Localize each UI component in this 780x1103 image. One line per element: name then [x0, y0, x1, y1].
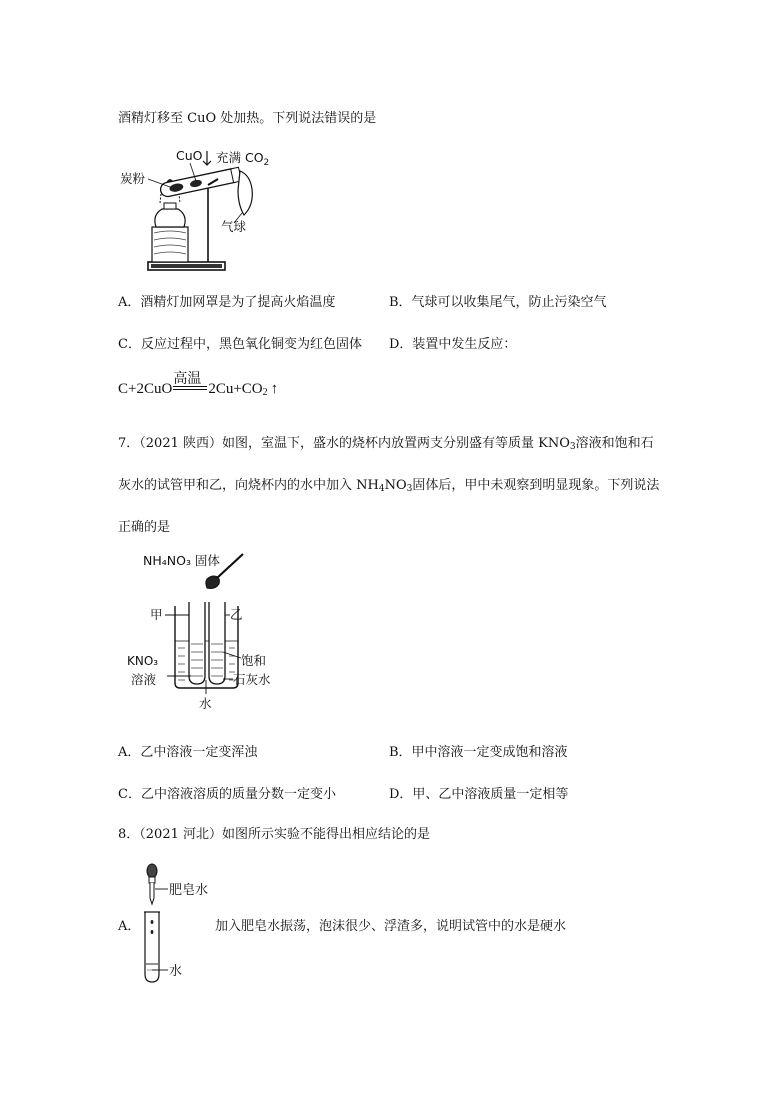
intro-line: 酒精灯移至 CuO 处加热。下列说法错误的是: [118, 111, 377, 126]
q6-option-d: D．装置中发生反应：: [389, 337, 517, 352]
label-balloon: 气球: [221, 219, 247, 234]
test-tube-jia: [189, 602, 205, 684]
label-fill-co2: 充满 $CO_2$: [216, 150, 270, 168]
figure-beaker-test-tubes: [125, 548, 295, 716]
label-cuo: CuO: [176, 148, 203, 163]
alcohol-lamp: [155, 209, 185, 227]
q7-stem-line1: 7．（2021 陕西）如图，室温下，盛水的烧杯内放置两支分别盛有等质量 $KNO_3$溶液和饱和石: [118, 436, 654, 452]
dropper-tube: [150, 883, 154, 904]
test-tube-yi: [209, 602, 225, 684]
q6-option-b: B．气球可以收集尾气，防止污染空气: [389, 295, 607, 310]
q6-option-c: C．反应过程中，黑色氧化铜变为红色固体: [118, 337, 362, 352]
equation-gas-arrow: ↑: [270, 381, 279, 397]
dropper-bulb: [147, 864, 157, 878]
equation-left: C+2CuO: [118, 381, 173, 397]
label-water: 水: [199, 696, 212, 711]
q7-option-b: B．甲中溶液一定变成饱和溶液: [389, 745, 568, 760]
q7-option-c: C．乙中溶液溶质的质量分数一定变小: [118, 787, 336, 802]
label-nh4no3-solid: NH₄NO₃ 固体: [143, 553, 220, 568]
label-jia: 甲: [150, 607, 163, 622]
q7-option-a: A．乙中溶液一定变浑浊: [118, 745, 258, 760]
label-limewater: 石灰水: [233, 672, 271, 687]
label-solution: 溶液: [131, 672, 157, 687]
balloon: [238, 171, 252, 215]
equation-right-sub: 2: [262, 387, 268, 398]
label-carbon: 炭粉: [120, 171, 146, 186]
arrow-down-icon: [203, 151, 211, 165]
q7-option-d: D．甲、乙中溶液质量一定相等: [389, 787, 569, 802]
label-saturated: 饱和: [241, 653, 267, 668]
label-yi: 乙: [230, 607, 243, 622]
figure-soap-water-test: [130, 862, 220, 984]
stand-base-fill: [151, 264, 222, 268]
chemical-equation: [118, 371, 279, 398]
label-soap-water: 肥皂水: [169, 883, 209, 898]
figure-cuo-reduction-apparatus: [118, 145, 288, 275]
label-water: 水: [169, 964, 183, 979]
q7-stem-line3: 正确的是: [118, 520, 171, 535]
q6-option-a: A．酒精灯加网罩是为了提高火焰温度: [118, 295, 336, 310]
q8-stem: 8．（2021 河北）如图所示实验不能得出相应结论的是: [118, 827, 430, 842]
label-kno3: KNO₃: [127, 654, 159, 668]
q8-option-a-text: 加入肥皂水振荡，泡沫很少、浮渣多，说明试管中的水是硬水: [215, 919, 567, 934]
equation-right: 2Cu+CO: [208, 381, 263, 397]
q7-stem-line2: 灰水的试管甲和乙，向烧杯内的水中加入 $NH_4NO_3$固体后，甲中未观察到明显现象。下列说法: [118, 478, 660, 494]
q8-option-a-letter: A．: [118, 919, 141, 934]
equation-condition: 高温: [173, 371, 202, 387]
